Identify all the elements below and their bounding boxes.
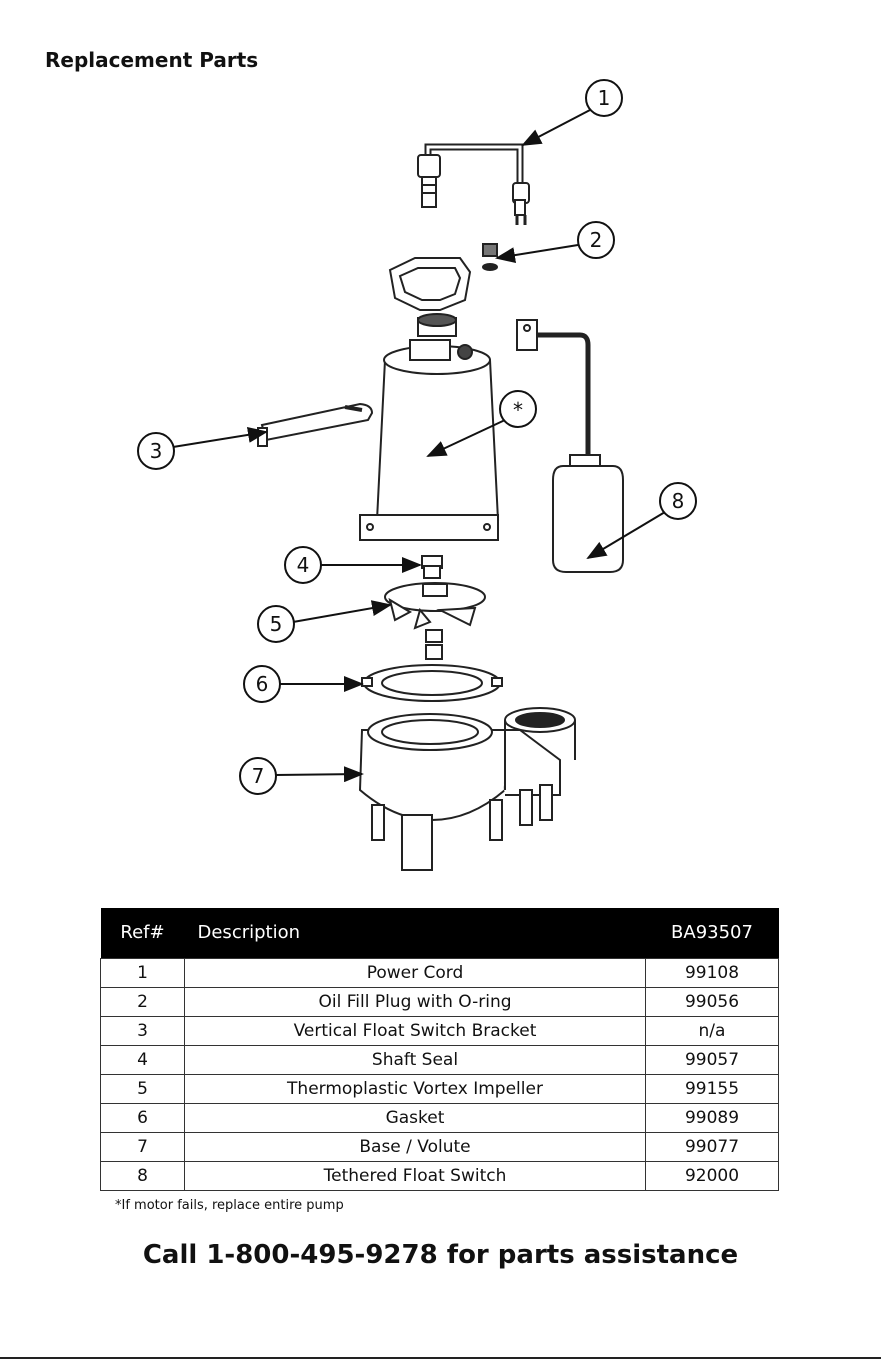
description-cell: Thermoplastic Vortex Impeller	[185, 1074, 646, 1103]
part-number-cell: 99056	[646, 987, 779, 1016]
callout-label-6: 6	[255, 672, 269, 696]
tethered-float-switch-icon	[517, 320, 623, 572]
part-number-cell: 99108	[646, 958, 779, 987]
exploded-parts-diagram	[0, 70, 881, 910]
table-row	[101, 1103, 779, 1132]
model-column-header: BA93507	[671, 922, 753, 944]
motor-footnote: *If motor fails, replace entire pump	[115, 1198, 344, 1213]
table-row	[101, 1074, 779, 1103]
description-column-header: Description	[197, 922, 301, 944]
description-cell: Gasket	[185, 1103, 646, 1132]
callout-label-star: *	[513, 398, 523, 422]
callout-label-3: 3	[149, 439, 163, 463]
table-header-row	[101, 908, 779, 958]
callout-label-4: 4	[296, 553, 310, 577]
page-title: Replacement Parts	[45, 48, 259, 72]
power-cord-icon	[418, 147, 529, 225]
part-number-cell: 99089	[646, 1103, 779, 1132]
table-row	[101, 958, 779, 987]
description-cell: Vertical Float Switch Bracket	[185, 1016, 646, 1045]
parts-assistance-phone: Call 1-800-495-9278 for parts assistance	[142, 1240, 739, 1270]
callout-label-7: 7	[251, 764, 265, 788]
replacement-parts-table	[100, 908, 779, 1191]
ref-column-header: Ref#	[120, 922, 165, 944]
table-row	[101, 1161, 779, 1190]
table-row	[101, 1016, 779, 1045]
description-cell: Tethered Float Switch	[185, 1161, 646, 1190]
table-row	[101, 1045, 779, 1074]
ref-cell: 4	[101, 1045, 185, 1074]
callout-label-8: 8	[671, 489, 685, 513]
callout-label-2: 2	[589, 228, 603, 252]
part-number-cell: 99155	[646, 1074, 779, 1103]
table-row	[101, 1132, 779, 1161]
float-switch-bracket-icon	[258, 404, 372, 446]
shaft-seal-icon	[422, 556, 442, 578]
page-bottom-divider	[0, 1357, 881, 1359]
part-number-cell: 92000	[646, 1161, 779, 1190]
ref-cell: 5	[101, 1074, 185, 1103]
gasket-icon	[362, 665, 502, 701]
table-row	[101, 987, 779, 1016]
ref-cell: 3	[101, 1016, 185, 1045]
callout-label-5: 5	[269, 612, 283, 636]
ref-cell: 7	[101, 1132, 185, 1161]
ref-cell: 8	[101, 1161, 185, 1190]
callout-label-1: 1	[597, 86, 611, 110]
motor-housing-icon	[360, 258, 498, 540]
part-number-cell: 99077	[646, 1132, 779, 1161]
part-number-cell: n/a	[646, 1016, 779, 1045]
base-volute-icon	[360, 708, 575, 870]
ref-cell: 2	[101, 987, 185, 1016]
ref-cell: 1	[101, 958, 185, 987]
description-cell: Shaft Seal	[185, 1045, 646, 1074]
ref-cell: 6	[101, 1103, 185, 1132]
impeller-icon	[385, 583, 485, 659]
oil-fill-plug-icon	[483, 244, 497, 270]
description-cell: Power Cord	[185, 958, 646, 987]
part-number-cell: 99057	[646, 1045, 779, 1074]
description-cell: Oil Fill Plug with O-ring	[185, 987, 646, 1016]
description-cell: Base / Volute	[185, 1132, 646, 1161]
